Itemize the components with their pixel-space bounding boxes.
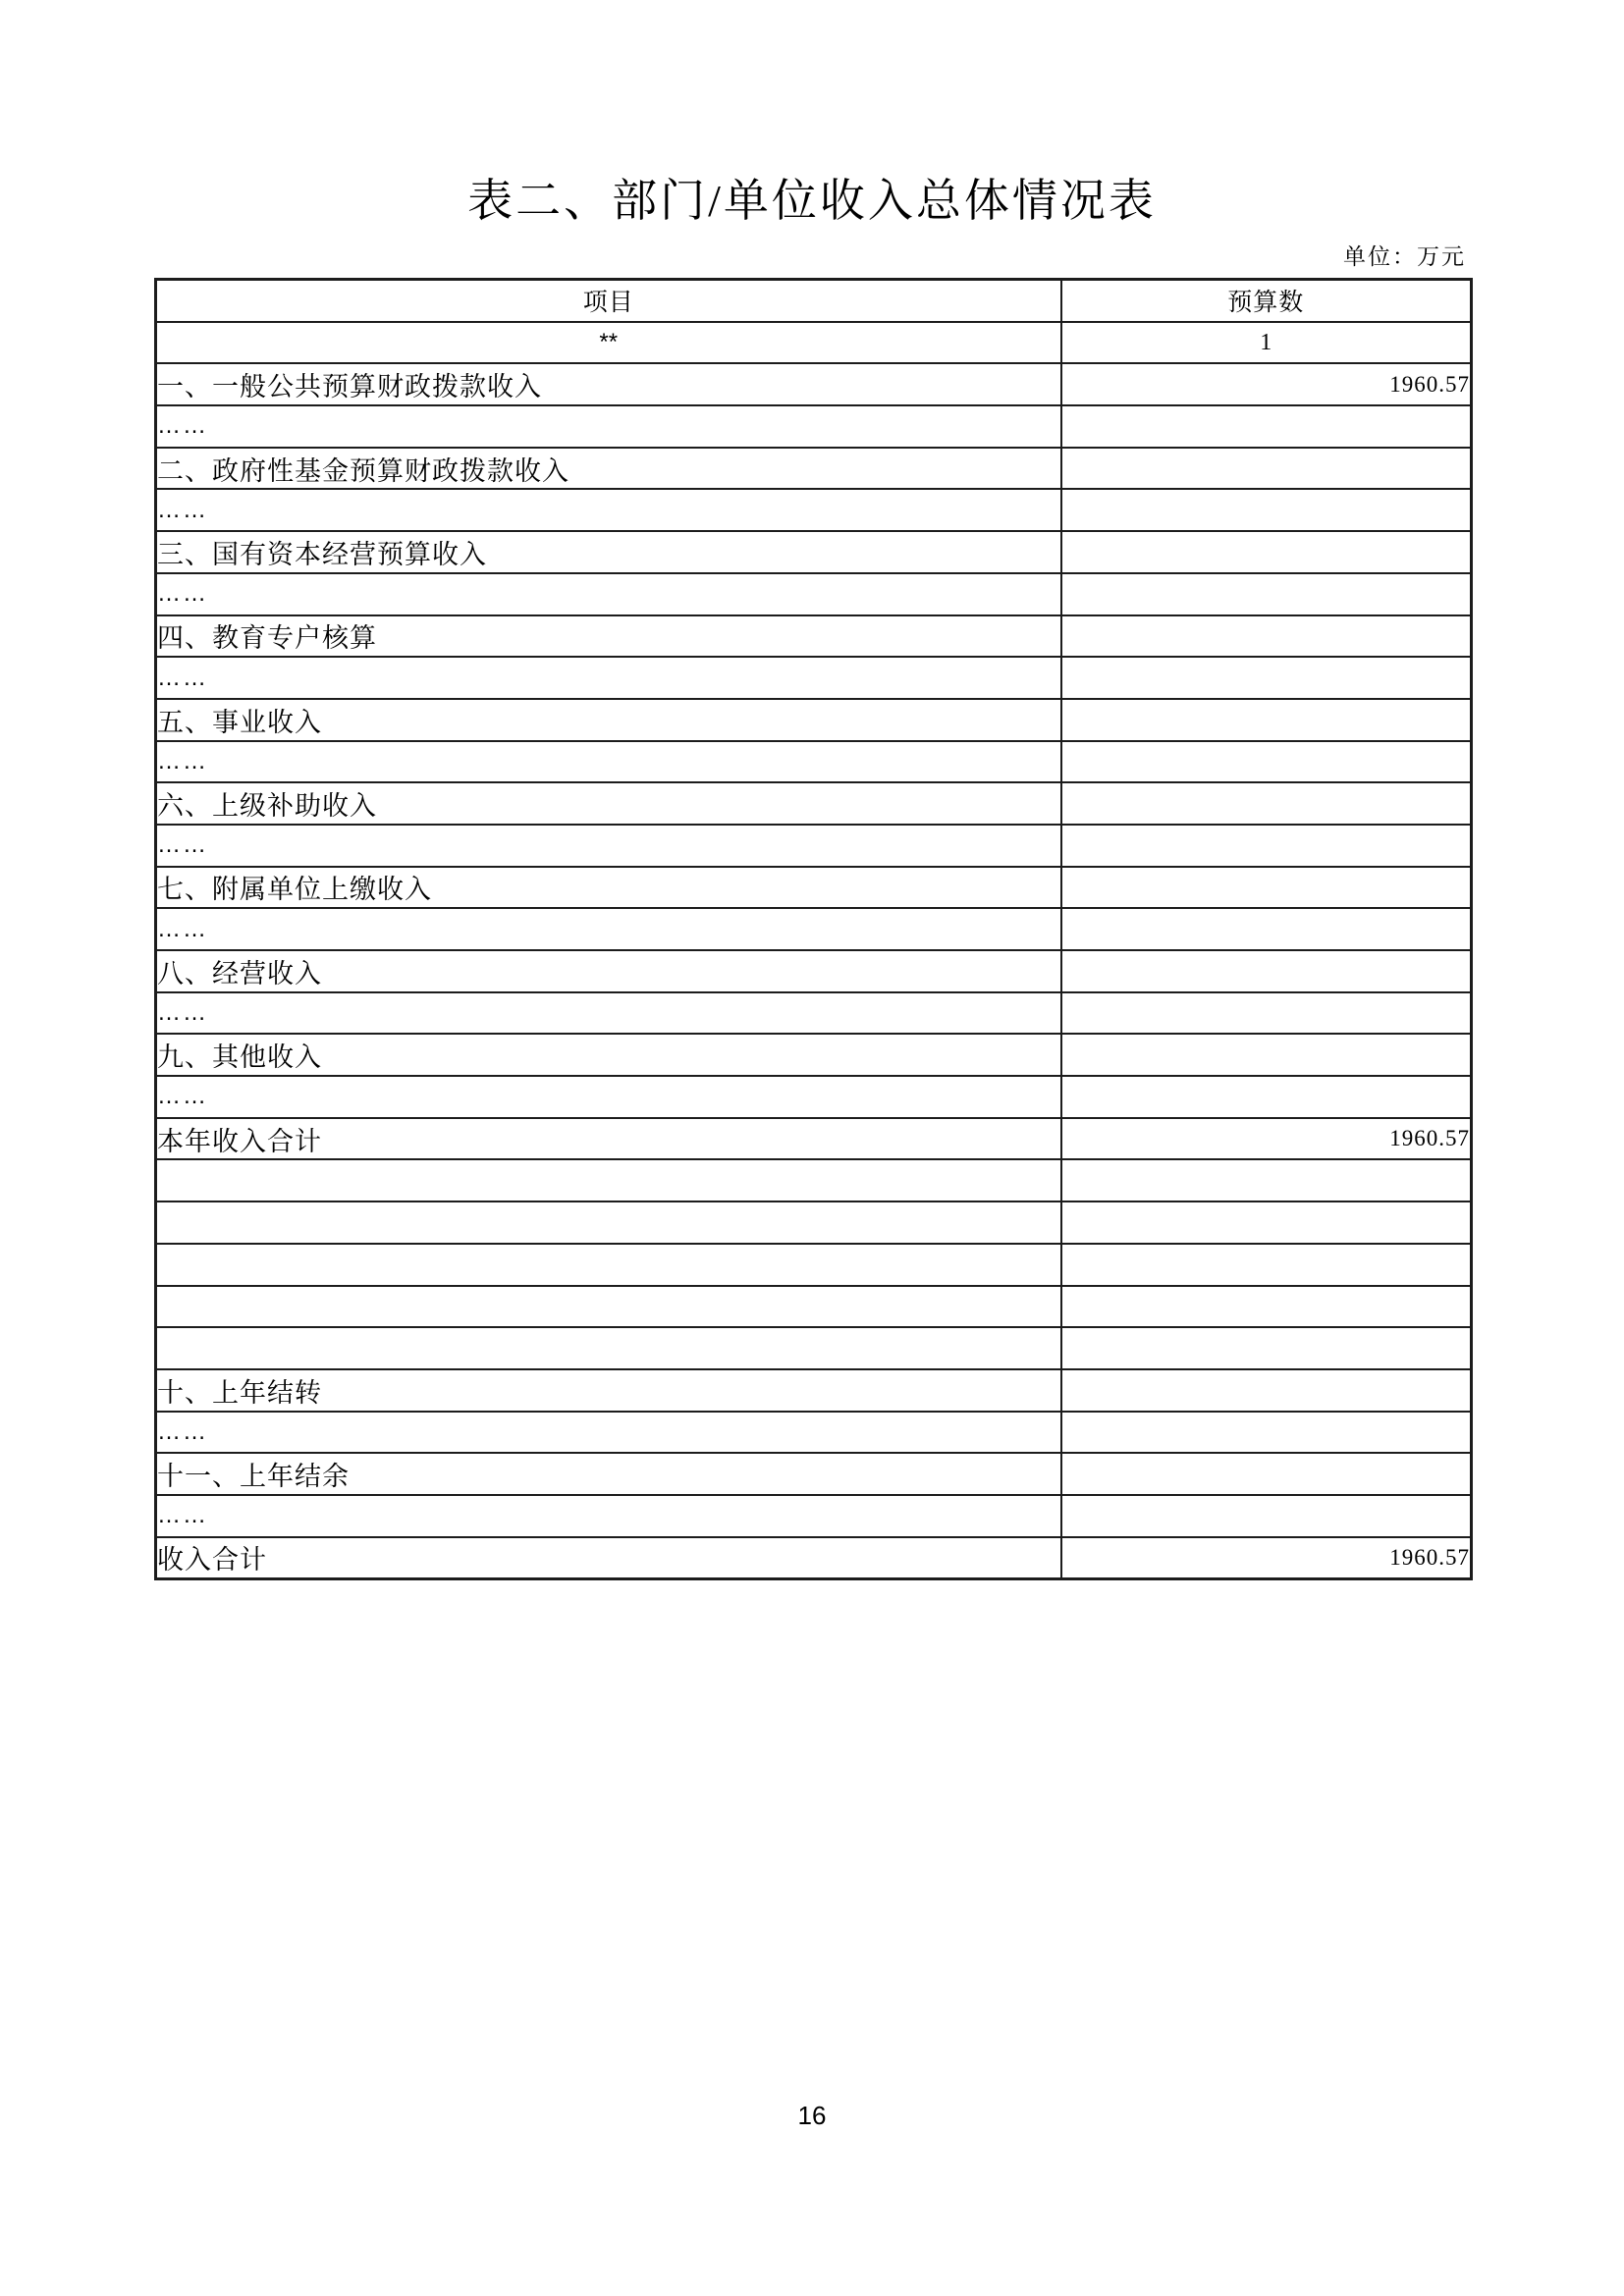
item-cell: 四、教育专户核算 [156,615,1061,658]
value-cell [1061,867,1472,909]
item-cell: 本年收入合计 [156,1118,1061,1160]
item-cell: 五、事业收入 [156,699,1061,741]
table-row [156,448,1472,490]
unit-label: 单位：万元 [1343,244,1466,269]
item-cell: 一、一般公共预算财政拨款收入 [156,363,1061,405]
item-cell [156,1286,1061,1328]
value-cell [1061,448,1472,490]
table-row [156,867,1472,909]
item-cell: …… [156,1076,1061,1118]
item-cell [156,1327,1061,1369]
value-cell [1061,489,1472,531]
table-row [156,782,1472,825]
table-header-row [156,280,1472,322]
value-cell [1061,992,1472,1035]
value-cell [1061,531,1472,573]
table-row [156,1118,1472,1160]
table-row [156,363,1472,405]
page-title: 表二、部门/单位收入总体情况表 [467,176,1157,226]
table-row-empty [156,1286,1472,1328]
value-cell [1061,1286,1472,1328]
item-cell: 八、经营收入 [156,950,1061,992]
table-row-empty [156,1327,1472,1369]
value-cell [1061,657,1472,699]
value-cell [1061,615,1472,658]
income-table [154,278,1473,1580]
item-cell: 六、上级补助收入 [156,782,1061,825]
table-row [156,741,1472,783]
table-row [156,489,1472,531]
value-cell [1061,405,1472,448]
item-cell: 十一、上年结余 [156,1453,1061,1495]
value-cell [1061,825,1472,867]
table-row [156,657,1472,699]
item-cell: …… [156,573,1061,615]
value-cell [1061,1034,1472,1076]
table-row [156,992,1472,1035]
table-row [156,322,1472,364]
value-cell [1061,1327,1472,1369]
value-cell [1061,573,1472,615]
table-row [156,1412,1472,1454]
table-row [156,1495,1472,1537]
table-row [156,1076,1472,1118]
item-cell: …… [156,825,1061,867]
value-cell [1061,1244,1472,1286]
item-cell: ** [156,322,1061,364]
table-row [156,699,1472,741]
item-cell: 十、上年结转 [156,1369,1061,1412]
item-cell: …… [156,741,1061,783]
table-row [156,908,1472,950]
item-cell: …… [156,405,1061,448]
value-cell [1061,1369,1472,1412]
item-cell [156,1159,1061,1201]
value-cell: 1960.57 [1061,1118,1472,1160]
table-row [156,531,1472,573]
value-cell: 1960.57 [1061,363,1472,405]
value-cell [1061,1412,1472,1454]
column-header-item: 项目 [156,280,1061,322]
column-header-budget: 预算数 [1061,280,1472,322]
page-number: 16 [797,2101,827,2130]
table-row [156,573,1472,615]
value-cell [1061,908,1472,950]
value-cell [1061,741,1472,783]
item-cell: 三、国有资本经营预算收入 [156,531,1061,573]
value-cell [1061,1076,1472,1118]
item-cell: …… [156,657,1061,699]
value-cell [1061,1201,1472,1244]
table-row [156,1453,1472,1495]
table-row [156,405,1472,448]
table-row [156,950,1472,992]
value-cell [1061,1453,1472,1495]
value-cell: 1960.57 [1061,1537,1472,1579]
table-row [156,1369,1472,1412]
table-row-empty [156,1201,1472,1244]
item-cell: …… [156,992,1061,1035]
item-cell: 收入合计 [156,1537,1061,1579]
value-cell [1061,950,1472,992]
item-cell [156,1201,1061,1244]
item-cell: …… [156,1412,1061,1454]
table-row [156,825,1472,867]
value-cell [1061,1159,1472,1201]
item-cell: 二、政府性基金预算财政拨款收入 [156,448,1061,490]
table-row [156,1034,1472,1076]
item-cell: …… [156,489,1061,531]
item-cell: 九、其他收入 [156,1034,1061,1076]
table-row-empty [156,1159,1472,1201]
value-cell [1061,699,1472,741]
table-row-empty [156,1244,1472,1286]
item-cell: …… [156,908,1061,950]
table-row [156,1537,1472,1579]
value-cell: 1 [1061,322,1472,364]
value-cell [1061,1495,1472,1537]
item-cell: 七、附属单位上缴收入 [156,867,1061,909]
table-row [156,615,1472,658]
value-cell [1061,782,1472,825]
item-cell [156,1244,1061,1286]
item-cell: …… [156,1495,1061,1537]
